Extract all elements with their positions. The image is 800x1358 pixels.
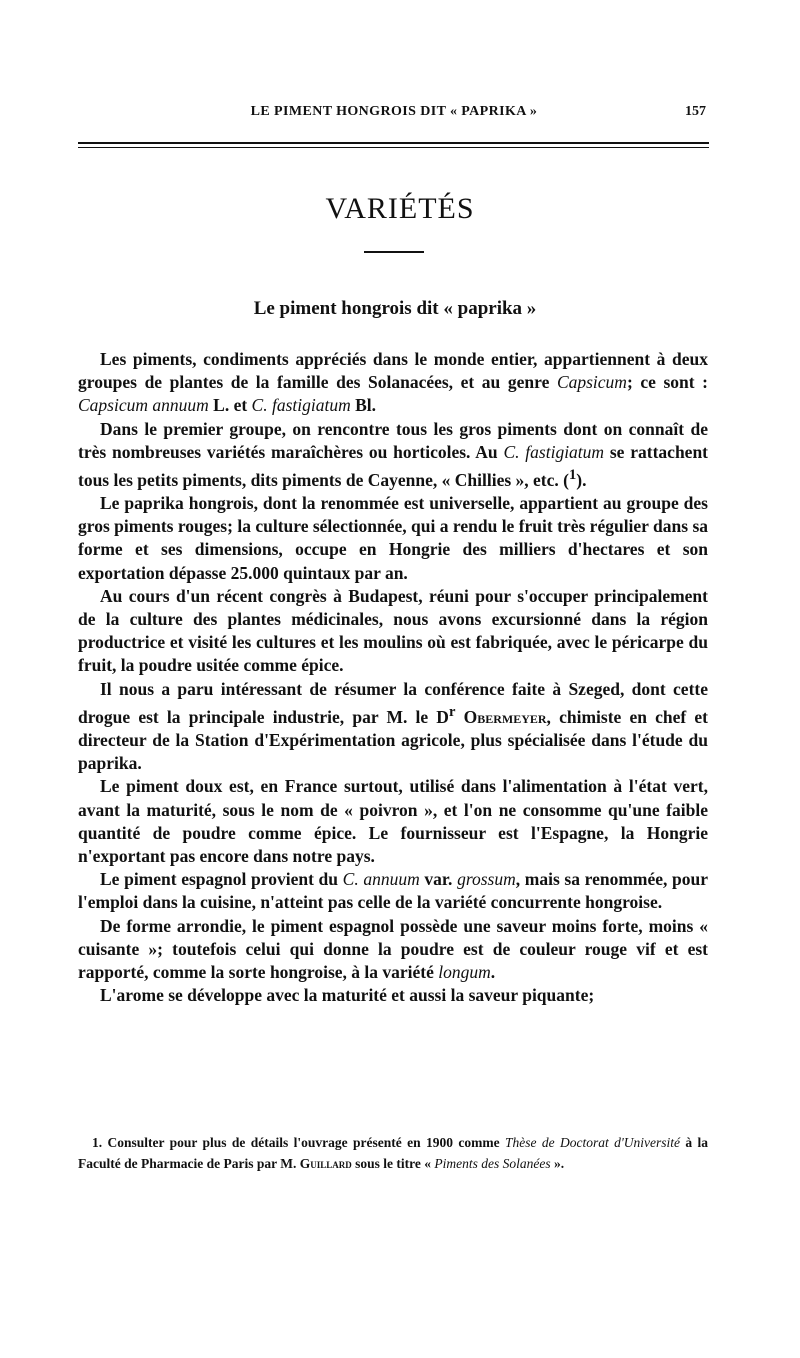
italic-term: grossum (457, 869, 516, 890)
paragraph-5 (78, 678, 708, 776)
title-underline (364, 251, 424, 253)
italic-term: longum (438, 961, 491, 982)
italic-term: Thèse de Doctorat d'Université (505, 1135, 680, 1150)
text-run: se rattachent tous les petits piments, dits piments de Cayenne, « Chillies », etc. ( (78, 441, 709, 490)
text-run: , chimiste en chef et directeur de la Station d'Expérimentation agricole, plus spécialisée dans l'étude du paprika. (78, 706, 708, 774)
paragraph-1 (78, 348, 708, 418)
paragraph-9: L'arome se développe avec la maturité et aussi la saveur piquante; (100, 985, 595, 1006)
text-run: Les piments, condiments appréciés dans le monde entier, appartiennent à deux groupes de plantes de la famille des Solanacées, et au genre (78, 349, 708, 393)
italic-term: Capsicum (556, 372, 627, 393)
text-run: à la Faculté de Pharmacie de Paris par M. (78, 1135, 708, 1171)
text-run: 1. Consulter pour plus de détails l'ouvrage présenté en 1900 comme (92, 1135, 505, 1150)
italic-term: C. annuum (342, 869, 420, 890)
article-subtitle: Le piment hongrois dit « paprika » (253, 298, 537, 319)
paragraph-3: Le paprika hongrois, dont la renommée est universelle, appartient au groupe des gros piments rouges; la culture sélectionnée, qui a rendu le fruit très régulier dans sa forme et ses dimensions, occupe en Hongrie des milliers d'hectares et son exportation dépasse 25.000 quintaux par an. (78, 493, 708, 583)
text-run: Dans le premier groupe, on rencontre tous les gros piments dont on connaît de très nombreuses variétés maraîchères ou horticoles. Au (78, 418, 708, 462)
article-body (78, 348, 708, 1007)
italic-term: Capsicum annuum (78, 395, 209, 416)
header-rule-top (78, 142, 709, 144)
paragraph-7 (78, 868, 708, 914)
text-run: var. (419, 869, 458, 890)
running-title: LE PIMENT HONGROIS DIT « PAPRIKA » (250, 104, 538, 119)
footnote-reference[interactable]: 1 (568, 467, 577, 484)
text-run: De forme arrondie, le piment espagnol possède une saveur moins forte, moins « cuisante »; toutefois celui qui donne la poudre est de couleur rouge vif et est rapporté, comme la sorte hongroise, à la variété (78, 915, 708, 982)
text-run: Bl. (350, 395, 377, 416)
text-run: Le piment espagnol provient du (100, 869, 343, 890)
italic-term: C. fastigiatum (503, 441, 605, 462)
paragraph-8 (78, 915, 708, 985)
paragraph-6: Le piment doux est, en France surtout, utilisé dans l'alimentation à l'état vert, avant la maturité, sous le nom de « poivron », et l'on ne consomme qu'une faible quantité de poudre comme épice. Le fournisseur est l'Espagne, la Hongrie n'exportant pas encore dans notre pays. (78, 776, 708, 866)
text-run: sous le titre « (351, 1156, 435, 1171)
text-run: ; ce sont : (626, 372, 708, 393)
text-run: Il nous a paru intéressant de résumer la conférence faite à Szeged, dont cette drogue est la principale industrie, par M. le D (78, 678, 708, 727)
header-rule-bottom (78, 147, 709, 148)
person-name: Guillard (299, 1156, 352, 1171)
paragraph-2 (78, 418, 708, 492)
footnote (78, 1132, 708, 1174)
person-name: Obermeyer (463, 706, 547, 727)
italic-term: C. fastigiatum (251, 395, 351, 416)
text-run: ». (550, 1156, 565, 1171)
section-title: VARIÉTÉS (325, 192, 475, 225)
text-run: ). (576, 469, 587, 490)
running-header (78, 104, 710, 124)
text-run: . (490, 961, 496, 982)
paragraph-4: Au cours d'un récent congrès à Budapest, réuni pour s'occuper principalement de la culture des plantes médicinales, nous avons excursionné dans la région productrice et visité les cultures et les moulins où est fabriquée, avec le péricarpe du fruit, la poudre usitée comme épice. (78, 585, 708, 676)
text-run: L. et (208, 395, 252, 416)
superscript: r (448, 703, 456, 720)
page-number: 157 (685, 104, 706, 119)
italic-term: Piments des Solanées (434, 1156, 551, 1171)
text-run: , mais sa renommée, pour l'emploi dans la cuisine, n'atteint pas celle de la variété concurrente hongroise. (78, 869, 709, 913)
